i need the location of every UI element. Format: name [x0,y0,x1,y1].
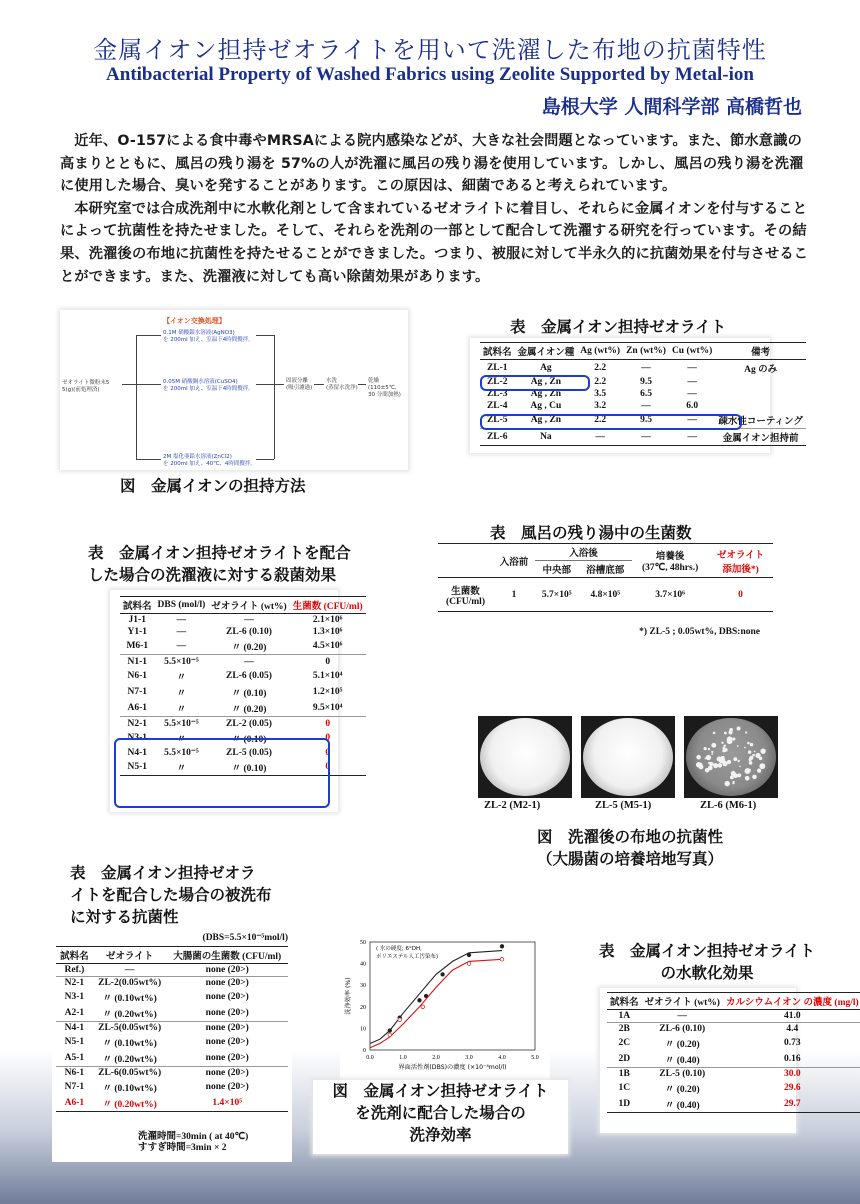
table-cell: 30.0 [784,1069,801,1079]
table-cell: 3.5 [594,389,607,399]
table-cell: ZL-1 [486,363,508,373]
table-cell: — [176,615,187,625]
table-cell: N2-1 [64,978,85,988]
data-point-red [421,1005,425,1009]
tab3-caption: 表 風呂の残り湯中の生菌数 [490,524,692,542]
table-cell: 0 [325,733,331,743]
chart-svg [340,930,550,1080]
colony-dot [724,732,727,735]
petri-photos [478,716,778,816]
colony-dot [737,745,739,747]
wash-efficiency-chart [340,930,550,1080]
table-cell: N3-1 [127,733,148,743]
colony-dot [738,760,740,762]
table-cell: 3.2 [594,401,607,411]
table-cell: 〃 (0.10wt%) [102,1039,157,1049]
table-cell: none (20>) [205,1053,249,1063]
table-row [480,429,806,446]
table-cell: — [124,965,135,975]
table-row [56,1095,288,1112]
table-cell: A6-1 [64,1098,85,1108]
chart-caption: 図 金属イオン担持ゼオライト を洗剤に配合した場合の 洗浄効率 [313,1080,568,1154]
column-header: 備考 [751,348,771,358]
y-tick-label: 50 [360,940,366,946]
author: 島根大学 人間科学部 高橋哲也 [541,96,802,118]
table-row [120,700,366,717]
table-row [607,1051,860,1068]
table-cell: ZL-5 (0.05) [226,747,272,758]
colony-dot [760,748,765,753]
table-cell: 1C [618,1083,631,1093]
table-cell: 2.1×10⁶ [312,615,343,625]
photo-label: ZL-2 (M2-1) [484,800,541,811]
colony-dot [747,742,750,745]
table-row [120,668,366,684]
table-cell: 2C [618,1038,631,1048]
table-cell: none (20>) [205,1023,249,1033]
table-cell: ZL-5 (0.10) [659,1069,706,1079]
colony-dot [696,755,701,760]
table-cell: 9.5 [640,415,652,425]
colony-dot [711,751,713,753]
x-tick-label: 0.0 [366,1055,374,1061]
table-header-row [607,993,860,1010]
fig1-caption: 図 金属イオンの担持方法 [120,477,306,495]
data-point-black [388,1029,392,1033]
colony-dot [719,757,725,763]
table-cell: — [176,627,187,637]
table-cell: Ag , Cu [530,401,562,411]
poster-title: 金属イオン担持ゼオライトを用いて洗濯した布地の抗菌特性 [93,36,767,64]
table-cell: 1B [618,1069,630,1079]
table-row [120,638,366,655]
table-row [480,360,806,377]
colony-dot [745,776,750,781]
tab5-caption: 表 金属イオン担持ゼオライト の水軟化効果 [598,942,816,982]
intro-text [60,130,810,288]
table-cell: 6.0 [686,401,699,411]
table-cell: ZL-6 (0.10) [226,627,272,637]
table-cell: 2B [618,1024,630,1034]
table-cell: 1.2×10⁵ [312,687,343,697]
table-header-row [480,343,806,360]
table-cell: N1-1 [127,656,148,667]
table-cell: — [677,1011,687,1021]
table-cell: Na [540,432,552,442]
colony-dot [745,731,747,733]
table-cell: 金属イオン担持前 [722,434,799,444]
colony-dot [744,747,746,749]
tab4-caption: 表 金属イオン担持ゼオラ イトを配合した場合の被洗布 に対する抗菌性 [70,864,272,926]
table-cell: N6-1 [127,671,148,681]
table-cell: Ag , Zn [530,389,562,399]
wash-liquor-table [110,590,363,812]
colony-dot [711,753,713,755]
table-cell: A2-1 [64,1008,85,1018]
colony-dot [749,756,753,760]
data-point-red [467,962,471,966]
table-cell: N7-1 [127,687,148,697]
table-row [607,1096,860,1113]
branch-silver: 0.1M 硝酸銀水溶液(AgNO3) を 200ml 加え、室温下4時間攪拌。 [163,330,254,343]
table-cell: — [687,389,697,399]
table-cell: 〃 (0.20wt%) [102,1055,157,1065]
table-cell [715,376,806,388]
table-cell: ZL-3 [486,389,508,399]
table-row [120,717,366,731]
table-cell: — [641,432,651,442]
table-cell: N4-1 [127,747,148,758]
table-cell: 〃 (0.20) [231,643,267,653]
colony-dot [708,748,710,750]
column-header: 試料名 [60,952,89,962]
x-tick-label: 3.0 [465,1055,473,1061]
table-cell: A6-1 [127,703,148,713]
table-cell: 〃 [176,689,187,699]
table-cell: — [687,432,697,442]
table-cell: Y1-1 [127,627,148,637]
column-header: Cu (wt%) [671,346,713,356]
tab1-caption: 表 金属イオン担持ゼオライト [510,318,727,336]
tab3-note: *) ZL-5 ; 0.05wt%, DBS:none [639,627,760,637]
colony-dot [752,775,757,780]
column-header: カルシウムイオン の濃度 (mg/l) [725,998,859,1008]
column-header: 試料名 [123,602,152,612]
photo-label: ZL-5 (M5-1) [595,800,652,811]
colony-dot [732,737,735,740]
table-row [607,1068,860,1081]
table-cell: 0 [325,718,331,729]
table-cell: 29.6 [784,1083,801,1093]
x-tick-label: 1.0 [399,1055,407,1061]
table-cell: 4.4 [786,1024,799,1034]
table-row [607,1023,860,1036]
table-cell: ZL-5 [486,415,508,425]
table-cell: N4-1 [64,1023,85,1033]
petri-dish-zl2 [480,718,570,796]
table-cell: ZL-6 [486,432,508,442]
table-cell: 疎水性コーティング [718,417,803,427]
table-row [56,1079,288,1095]
table-row [120,684,366,700]
table-cell: 6.5 [640,389,652,399]
table-cell: ZL-2(0.05wt%) [98,978,162,988]
petri-dish-zl5 [583,718,673,796]
tab4-footer: 洗濯時間=30min ( at 40℃) すすぎ時間=3min × 2 [138,1132,249,1153]
colony-dot [750,743,753,746]
column-header: 試料名 [483,348,512,358]
table-cell: — [641,363,651,373]
column-header: ゼオライト [106,952,154,962]
table-cell: Ref.) [64,965,85,975]
colony-dot [718,763,722,767]
colony-dot [727,760,731,764]
table-cell: — [176,641,187,651]
colony-dot [754,751,756,753]
table-cell: 29.7 [784,1099,801,1109]
legend-text: ( 水の硬度; 6°DH, [376,946,422,952]
colony-dot [739,766,741,768]
table-cell: 〃 (0.20) [231,705,267,715]
table-cell: ZL-4 [486,401,508,411]
table-row [56,1067,288,1080]
table-cell: J1-1 [128,615,146,625]
table-cell: 9.5 [640,377,652,387]
photo-label: ZL-6 (M6-1) [700,800,757,811]
table-row [56,977,288,990]
table-cell: ZL-6 (0.10) [659,1024,706,1034]
table-cell: N3-1 [64,992,85,1002]
table-cell: ZL-6 (0.05) [226,671,272,681]
colony-dot [752,754,755,757]
table-cell: — [595,432,605,442]
colony-dot [713,763,718,768]
y-tick-label: 0 [363,1048,366,1054]
x-tick-label: 4.0 [498,1055,506,1061]
table-row [56,989,288,1005]
data-point-black [467,953,471,957]
column-header: ゼオライト (wt%) [644,998,720,1008]
table-cell: 2.2 [594,415,607,425]
column-header: 試料名 [610,998,639,1008]
table-header-row [120,597,366,614]
column-header: ゼオライト (wt%) [211,602,287,612]
table-cell: — [687,377,697,387]
table-cell: 5.1×10⁴ [312,671,343,681]
colony-dot [759,763,765,769]
table-cell: none (20>) [205,978,249,988]
table-cell: 1.3×10⁶ [312,627,343,637]
ion-loading-diagram [60,310,408,470]
table-cell: 〃 (0.20wt%) [102,1010,157,1020]
colony-dot [711,743,716,748]
table-cell: ZL-5(0.05wt%) [98,1023,162,1033]
table-cell: N2-1 [127,718,148,729]
data-point-red [500,957,504,961]
table-cell: 〃 (0.10wt%) [102,994,157,1004]
table-cell: 〃 [176,764,187,774]
table-row [607,1035,860,1051]
colony-dot [725,781,730,786]
table-cell: 〃 (0.10wt%) [102,1084,157,1094]
legend-text: ポリエステル人工汚染布) [376,954,439,960]
table-cell: 〃 [176,673,187,683]
table-cell: none (20>) [205,1037,249,1047]
y-tick-label: 20 [360,1004,366,1011]
data-point-red [388,1033,392,1037]
table-cell: 〃 (0.10) [231,689,267,699]
table-cell: 〃 (0.10) [231,735,267,745]
table-row [480,400,806,412]
table-cell: — [244,656,254,667]
table-cell: none (20>) [205,965,249,975]
step-dry: 乾燥 (110±5℃, 30 分間加熱) [368,378,401,398]
colony-dot [703,747,706,750]
table-cell: 9.5×10⁴ [312,703,343,713]
table-row [120,655,366,669]
table-row [56,1034,288,1050]
colony-dot [706,755,711,760]
y-tick-label: 30 [360,983,366,990]
softening-grid [607,992,860,1115]
data-point-black [500,945,504,949]
colony-dot [708,766,713,771]
bacterial-colonies [686,718,776,796]
table-cell: 0.73 [784,1038,801,1048]
table-cell: — [244,615,254,625]
table-cell: 〃 (0.20) [664,1040,700,1050]
colony-dot [747,769,750,772]
column-header: 金属イオン種 [517,348,575,358]
table-cell: none (20>) [205,1008,249,1018]
table-cell: none (20>) [205,1068,249,1078]
table-cell: none (20>) [205,992,249,1002]
table-cell: 4.5×10⁶ [312,641,343,651]
table-row [607,1010,860,1023]
table-cell: 2.2 [594,377,607,387]
step-separation: 固液分離 (吸引濾過) [286,378,313,391]
table-cell: 2D [618,1054,631,1064]
table-cell: 〃 (0.10) [231,764,267,774]
colony-dot [737,727,741,731]
data-point-red [398,1018,402,1022]
column-header: DBS (mol/l) [157,600,206,610]
table-cell: Ag のみ [744,365,778,375]
intro-paragraph: 近年、O-157による食中毒やMRSAによる院内感染などが、大きな社会問題となっています。また、節水意識の高まりとともに、風呂の残り湯を 57%の人が洗濯に風呂の残り湯を使用しています。しかし、風呂の残り湯を洗濯に使用した場合、臭いを発することがあります。この原因は、細菌であると考えられています。 [60,133,804,195]
table-cell: 5.5×10⁻⁵ [164,719,199,729]
table-cell: N5-1 [127,762,148,772]
colony-dot [724,744,726,746]
data-point-black [441,973,445,977]
y-tick-label: 10 [360,1026,366,1033]
table-row [607,1080,860,1096]
table-cell: ZL-2 (0.05) [226,718,272,729]
table-cell: 〃 [176,735,187,745]
column-header: Zn (wt%) [626,346,666,356]
table-row [120,614,366,627]
colony-dot [749,761,753,765]
fabric-table [52,928,292,1162]
table-cell: 0 [325,747,331,758]
table-cell: 〃 (0.40) [664,1056,700,1066]
table-row [56,964,288,977]
table-cell: N6-1 [64,1068,85,1078]
intro-paragraph: 本研究室では合成洗剤中に水軟化剤として含まれているゼオライトに着目し、それらに金属イオンを付与することによって抗菌性を持たせました。そして、それらを洗剤の一部として配合して洗濯する研究を行っています。その結果、洗濯後の布地に抗菌性を持たせることができました。つまり、被服に対して半永久的に抗菌効果を付与させることができます。また、洗濯液に対しても高い除菌効果があります。 [60,200,809,285]
table-cell: ZL-2 [486,377,508,387]
colony-dot [731,771,736,776]
colony-dot [758,770,761,773]
photos-caption: 図 洗濯後の布地の抗菌性 （大腸菌の培養培地写真） [536,828,723,868]
table-cell: 1A [618,1011,631,1021]
softening-table [600,988,859,1133]
table-cell: ZL-6(0.05wt%) [98,1068,162,1078]
colony-dot [721,742,723,744]
branch-zinc: 2M 塩化亜鉛水溶液(ZnCl2) を 200ml 加え、40℃、4時間攪拌。 [163,454,256,467]
table-cell: — [687,363,697,373]
table-cell: 〃 (0.20) [664,1085,700,1095]
colony-dot [757,754,759,756]
table-cell: 〃 (0.20wt%) [102,1100,157,1110]
x-tick-label: 5.0 [531,1055,539,1061]
x-tick-label: 2.0 [432,1055,440,1061]
table-cell: 41.0 [784,1011,801,1021]
table-cell [715,388,806,400]
poster-subtitle: Antibacterial Property of Washed Fabrics using Zeolite Supported by Metal-ion [106,64,754,85]
colony-dot [713,732,716,735]
bath-water-grid: 入浴前 入浴後 培養後 (37℃, 48hrs.) ゼオライト 添加後*) 中央部 浴槽底部 生菌数 (CFU/ml) 1 5.7×10⁵ 4.8×10⁵ 3.7×10⁶ 0 [438,543,773,614]
table-cell: A5-1 [64,1053,85,1063]
branch-copper: 0.05M 硝酸銅水溶液(CuSO4) を 200ml 加え、室温下4時間攪拌。 [163,379,254,392]
table-cell: 〃 (0.40) [664,1101,700,1111]
tab2-caption: 表 金属イオン担持ゼオライトを配合 した場合の洗濯液に対する殺菌効果 [88,544,351,584]
column-header: 生菌数 (CFU/ml) [292,602,363,612]
table-cell: N7-1 [64,1082,85,1092]
table-cell [715,400,806,412]
table-cell: — [687,415,697,425]
table-cell: N5-1 [64,1037,85,1047]
x-axis-label: 界面活性剤(DBS)の濃度 (×10⁻⁴mol/l) [398,1064,507,1071]
tab4-condition: (DBS=5.5×10⁻⁵mol/l) [202,933,288,943]
zeolite-table-grid [480,342,806,448]
table-cell: none (20>) [205,1082,249,1092]
table-cell: 〃 [176,705,187,715]
table-cell: 5.5×10⁻⁵ [164,748,199,758]
colony-dot [733,757,737,761]
table-cell: 0 [325,656,331,667]
zeolite-table [470,338,803,453]
colony-dot [699,765,704,770]
table-cell: — [641,401,651,411]
table-row [56,1005,288,1022]
y-tick-label: 40 [360,961,366,968]
table-cell: Ag [540,363,552,373]
colony-dot [729,728,733,732]
table-cell: 5.5×10⁻⁵ [164,657,199,667]
table-row [120,626,366,638]
colony-dot [748,750,752,754]
colony-dot [732,782,734,784]
table-cell: 1.4×10⁵ [212,1098,243,1108]
table-cell: Ag , Zn [530,377,562,387]
table-cell: 2.2 [594,363,607,373]
colony-dot [710,762,714,766]
table-cell: M6-1 [126,641,149,651]
bath-water-table [438,543,778,643]
table-cell: Ag , Zn [530,415,562,425]
table-cell: 1D [618,1099,631,1109]
column-header: Ag (wt%) [580,346,621,356]
table-cell: 0.16 [784,1054,801,1064]
fabric-grid [56,946,288,1114]
table-row [56,1022,288,1035]
colony-dot [722,749,725,752]
data-point-black [418,999,422,1003]
table-cell: 0 [325,762,331,772]
colony-dot [727,736,733,742]
column-header: 大腸菌の生菌数 (CFU/ml) [173,952,282,962]
y-axis-label: 洗浄効率 (%) [345,977,352,1015]
diagram-start: ゼオライト微粉末5 5(g)(前処理済) [62,380,110,393]
diagram-head: 【イオン交換処理】 [163,317,226,325]
table-row [56,1050,288,1067]
table-header-row [56,947,288,964]
step-wash: 水洗 (蒸留水洗浄) [326,378,358,391]
